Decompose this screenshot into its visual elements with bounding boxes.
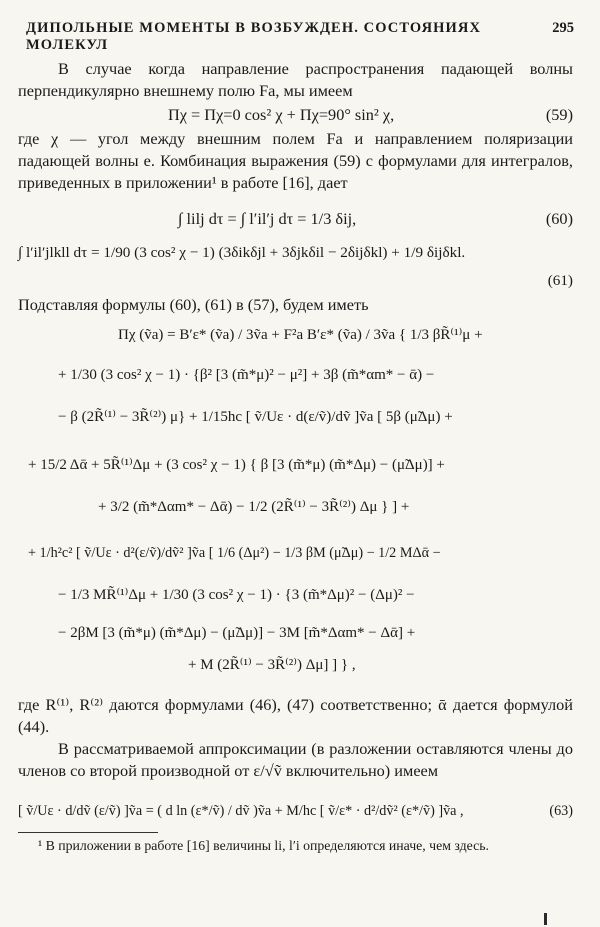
paragraph-1: В случае когда направление распространения падающей волны перпендикулярно внешнему полю Fa, мы имеем	[18, 59, 573, 101]
paragraph-2: где χ — угол между внешним полем Fa и направлением поляризации падающей волны e. Комбинация выражения (59) с формулами для интегралов, приведенных в приложении¹ в работе [16], дает	[18, 129, 573, 193]
print-mark	[544, 913, 547, 925]
equation-line-3: − β (2R̃⁽¹⁾ − 3R̃⁽²⁾) μ} + 1/15hc [ ṽ/Uε · d(ε/ṽ)/dṽ ]ṽa [ 5β (μ̃Δμ) +	[58, 409, 453, 425]
equation-59-body: Πχ = Πχ=0 cos² χ + Πχ=90° sin² χ,	[168, 105, 395, 124]
equation-line-5: + 3/2 (m̃*Δαm* − Δᾱ) − 1/2 (2R̃⁽¹⁾ − 3R̃⁽²⁾) Δμ } ] +	[98, 499, 410, 515]
equation-line-4: + 15/2 Δᾱ + 5R̃⁽¹⁾Δμ + (3 cos² χ − 1) { β [3 (m̃*μ) (m̃*Δμ) − (μ̃Δμ)] +	[28, 457, 445, 473]
equation-61-body: ∫ l′il′jlkll dτ = 1/90 (3 cos² χ − 1) (3δikδjl + 3δjkδil − 2δijδkl) + 1/9 δijδkl.	[18, 244, 466, 261]
equation-63-body: [ ṽ/Uε · d/dṽ (ε/ṽ) ]ṽa = ( d ln (ε*/ṽ) / dṽ )ṽa + M/hc [ ṽ/ε* · d²/dṽ² (ε*/ṽ) ]ṽa ,	[18, 803, 464, 819]
equation-line-7: − 1/3 MR̃⁽¹⁾Δμ + 1/30 (3 cos² χ − 1) · {3 (m̃*Δμ)² − (Δμ)² −	[58, 587, 415, 603]
paragraph-3: Подставляя формулы (60), (61) в (57), будем иметь	[18, 295, 369, 314]
page-number: 295	[552, 20, 574, 36]
equation-line-1: Πχ (ṽa) = B′ε* (ṽa) / 3ṽa + F²a B′ε* (ṽa) / 3ṽa { 1/3 βR̃⁽¹⁾μ +	[118, 327, 483, 343]
equation-63-number: (63)	[549, 803, 573, 819]
paragraph-4: где R⁽¹⁾, R⁽²⁾ даются формулами (46), (47) соответственно; ᾱ дается формулой (44).	[18, 695, 573, 737]
equation-61-number: (61)	[547, 272, 573, 289]
equation-60-number: (60)	[545, 209, 573, 228]
equation-60-body: ∫ lilj dτ = ∫ l′il′j dτ = 1/3 δij,	[178, 209, 357, 228]
equation-line-2: + 1/30 (3 cos² χ − 1) · {β² [3 (m̃*μ)² − μ²] + 3β (m̃*αm* − ᾱ) −	[58, 367, 435, 383]
footnote-rule	[18, 832, 158, 833]
equation-59-number: (59)	[545, 105, 573, 124]
equation-line-9: + M (2R̃⁽¹⁾ − 3R̃⁽²⁾) Δμ] ] } ,	[188, 657, 356, 673]
equation-line-8: − 2βM [3 (m̃*μ) (m̃*Δμ) − (μ̃Δμ)] − 3M [m̃*Δαm* − Δᾱ] +	[58, 625, 416, 641]
footnote: ¹ В приложении в работе [16] величины li, l′i определяются иначе, чем здесь.	[38, 838, 489, 853]
running-header-title: ДИПОЛЬНЫЕ МОМЕНТЫ В ВОЗБУЖДЕН. СОСТОЯНИЯХ МОЛЕКУЛ	[26, 20, 482, 53]
paragraph-5: В рассматриваемой аппроксимации (в разложении оставляются члены до членов со второй производной от ε/√ṽ включительно) имеем	[18, 739, 573, 781]
running-header	[26, 20, 574, 54]
equation-line-6: + 1/h²c² [ ṽ/Uε · d²(ε/ṽ)/dṽ² ]ṽa [ 1/6 (Δμ²) − 1/3 βM (μ̃Δμ) − 1/2 MΔᾱ −	[28, 545, 441, 561]
